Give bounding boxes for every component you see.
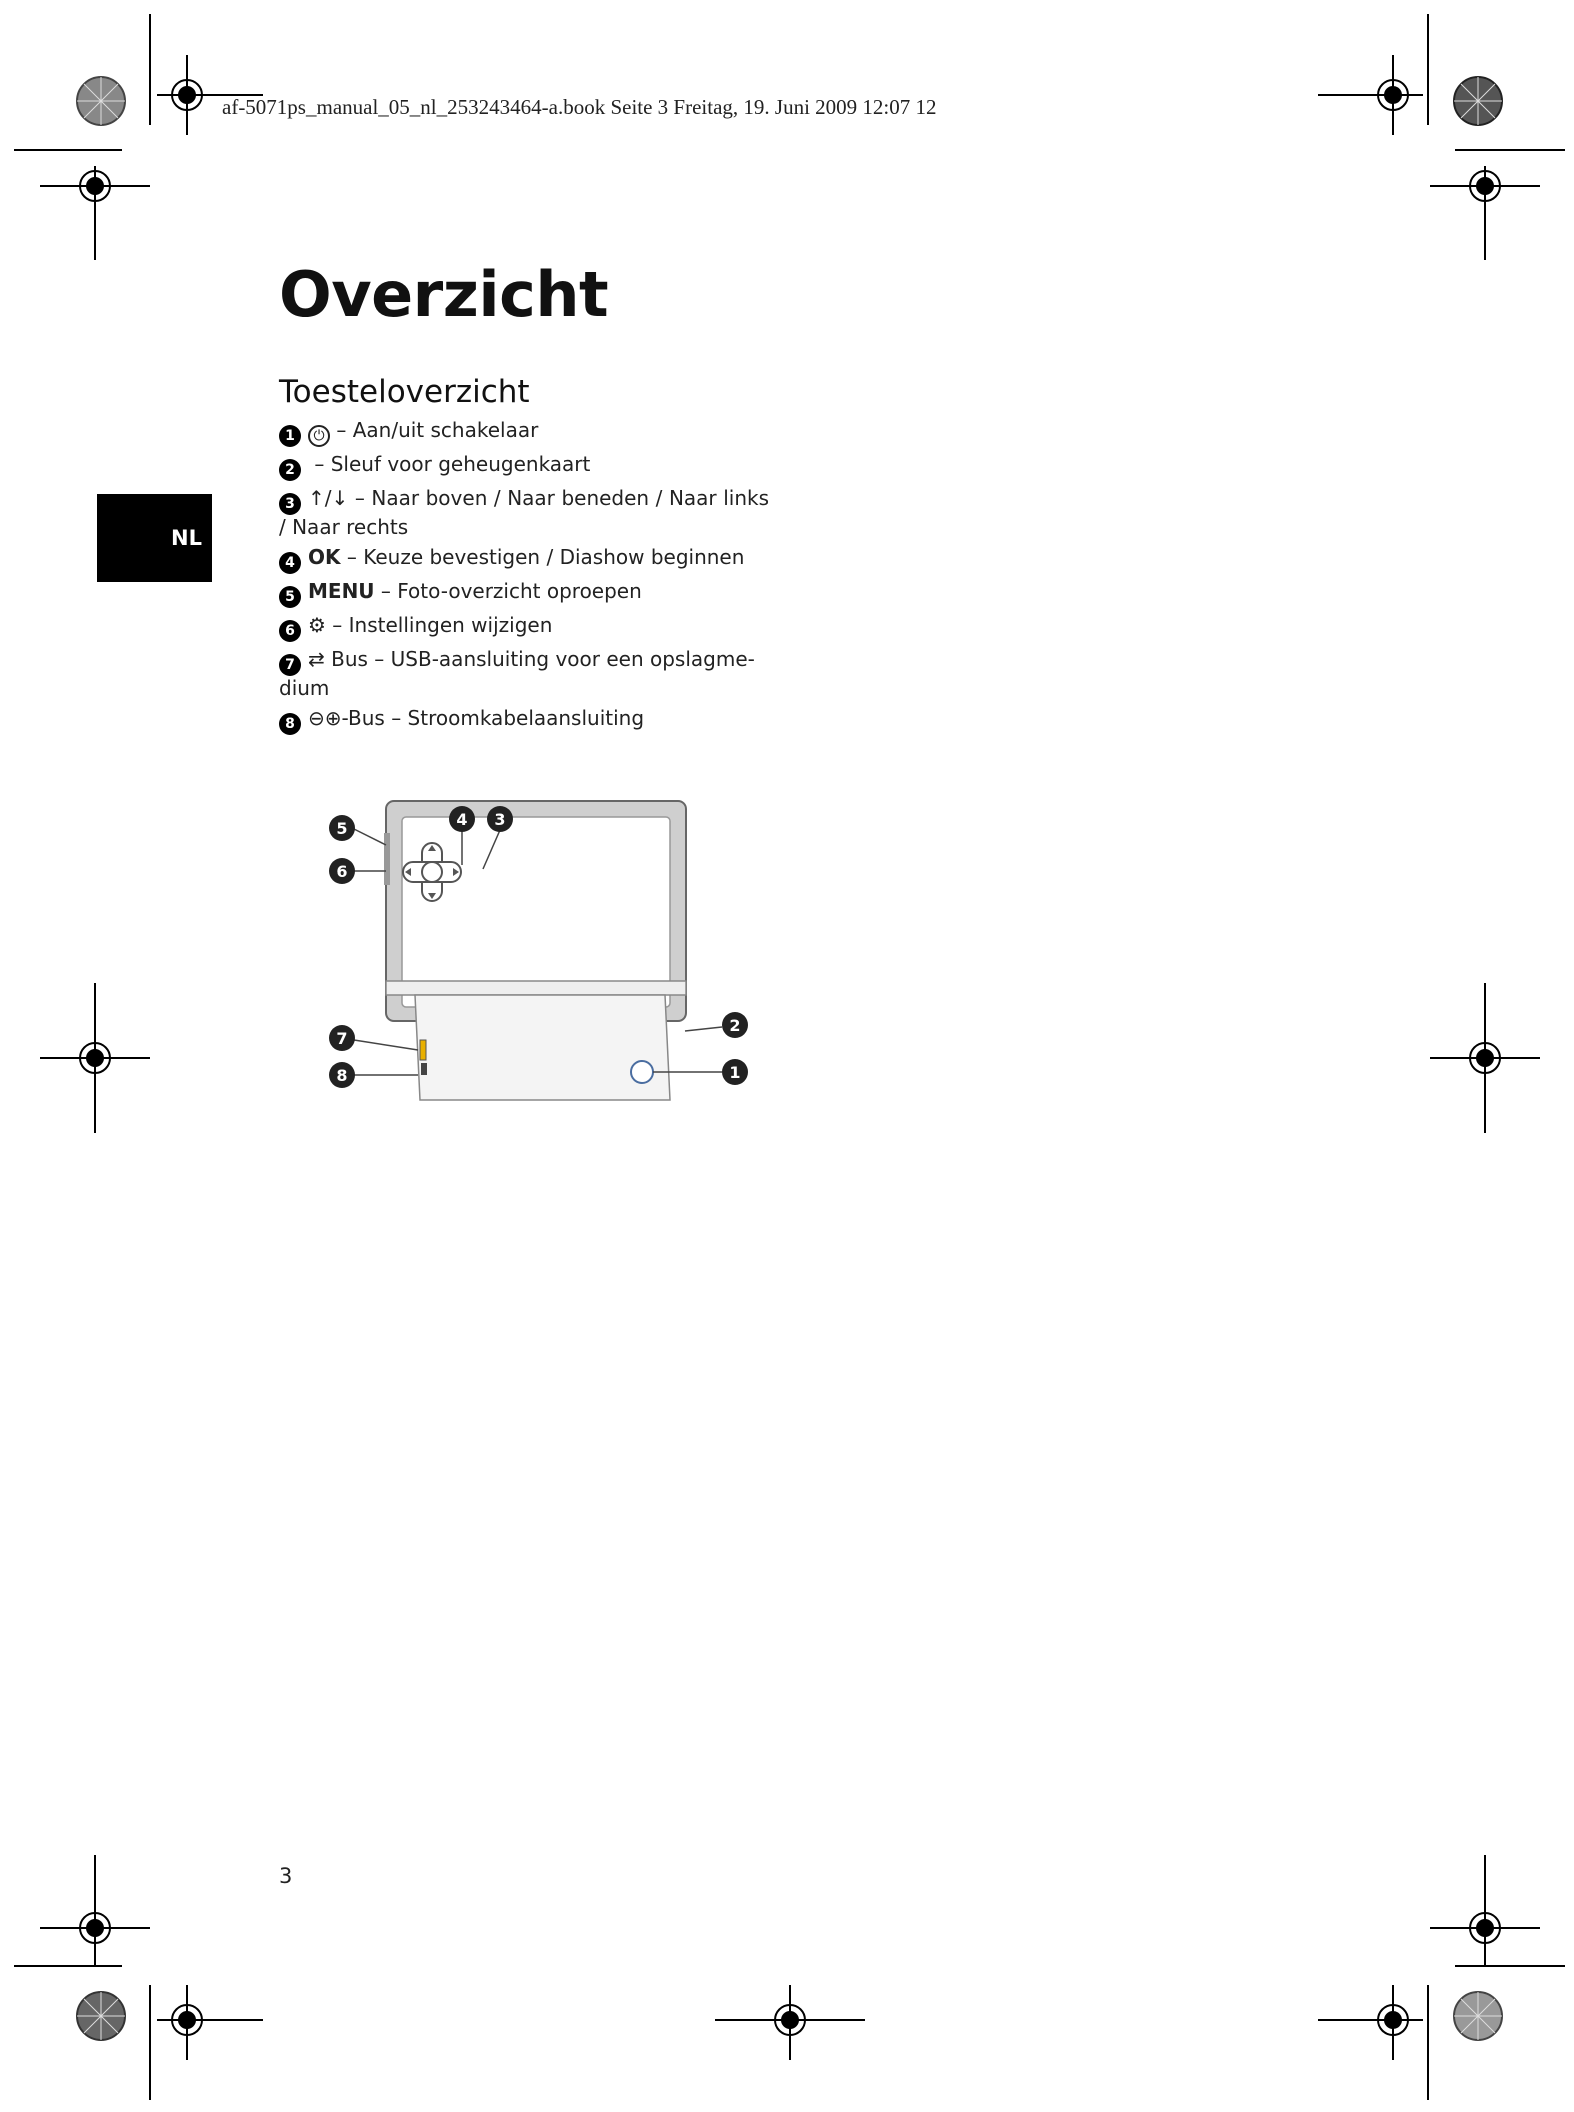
number-marker: 5 — [279, 586, 301, 608]
usb-icon: ⇄ — [308, 647, 325, 671]
callout-marker: 2 — [729, 1016, 741, 1035]
power-icon: ⏻ — [308, 425, 330, 447]
settings-icon: ⚙ — [308, 613, 326, 637]
item-key: MENU — [308, 579, 375, 603]
callout-marker: 6 — [336, 862, 348, 881]
item-text: – Sleuf voor geheugenkaart — [308, 452, 591, 476]
callout-marker: 4 — [456, 810, 468, 829]
item-text: – Naar boven / Naar beneden / Naar links / Naar rechts — [279, 486, 769, 539]
list-item — [279, 418, 769, 447]
list-item — [279, 545, 769, 574]
number-marker: 7 — [279, 654, 301, 676]
item-text: – Aan/uit schakelaar — [330, 418, 539, 442]
callout-marker: 3 — [494, 810, 506, 829]
power-connector-icon: ⊖⊕ — [308, 706, 342, 730]
item-text: – Instellingen wijzigen — [325, 613, 553, 637]
item-text: -Bus – Stroomkabelaansluiting — [341, 706, 645, 730]
print-header: af-5071ps_manual_05_nl_253243464-a.book Seite 3 Freitag, 19. Juni 2009 12:07 12 — [222, 95, 937, 119]
item-key: OK — [308, 545, 341, 569]
page-title: Overzicht — [279, 258, 609, 331]
number-marker: 2 — [279, 459, 301, 481]
number-marker: 1 — [279, 425, 301, 447]
callout-marker: 1 — [729, 1063, 741, 1082]
list-item — [279, 452, 769, 481]
page-number: 3 — [279, 1864, 293, 1888]
callout-marker: 8 — [336, 1066, 348, 1085]
list-item — [279, 486, 769, 540]
item-text: – Keuze bevestigen / Diashow beginnen — [340, 545, 745, 569]
item-text: – Foto-overzicht oproepen — [374, 579, 642, 603]
number-marker: 8 — [279, 713, 301, 735]
callout-marker: 5 — [336, 819, 348, 838]
star-target — [77, 77, 1502, 2040]
list-item — [279, 579, 769, 608]
number-marker: 3 — [279, 493, 301, 515]
number-marker: 6 — [279, 620, 301, 642]
list-item — [279, 706, 769, 735]
section-title: Toesteloverzicht — [279, 374, 530, 410]
registration-target — [40, 55, 1540, 2060]
item-text: Bus – USB-aansluiting voor een opslagme-dium — [279, 647, 755, 700]
number-marker: 4 — [279, 552, 301, 574]
item-list — [279, 418, 769, 735]
language-tab: NL — [97, 494, 212, 582]
arrow-keys-icon: ↑/↓ — [308, 486, 349, 510]
list-item — [279, 647, 769, 701]
device-illustration — [300, 745, 770, 1115]
list-item — [279, 613, 769, 642]
callout-marker: 7 — [336, 1029, 348, 1048]
